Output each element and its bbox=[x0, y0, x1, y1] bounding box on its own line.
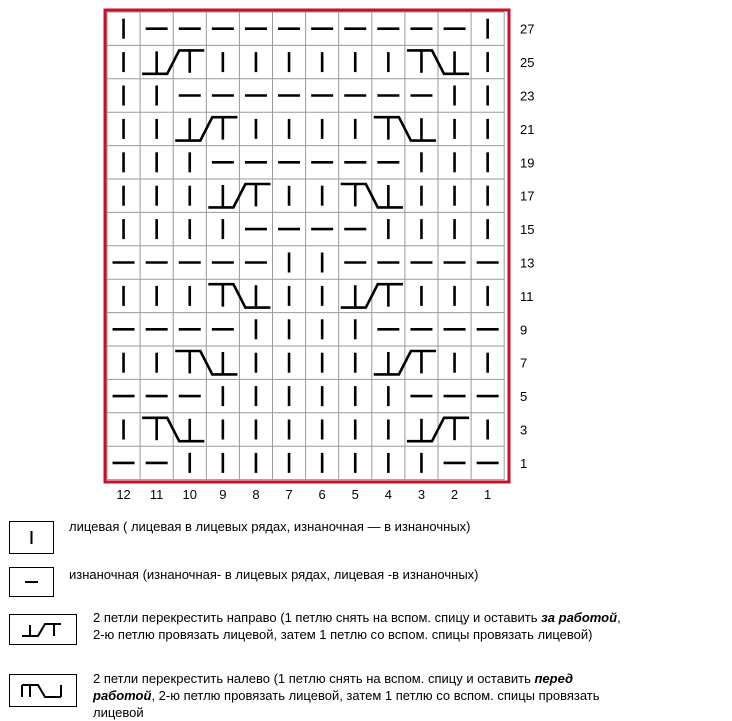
column-number-labels bbox=[116, 487, 491, 500]
column-number-label: 3 bbox=[417, 487, 426, 500]
row-number-label: 17 bbox=[520, 188, 535, 204]
legend-left-cross-line-3: лицевой bbox=[93, 705, 144, 720]
row-number-label: 19 bbox=[520, 155, 535, 171]
row-number-label: 13 bbox=[520, 255, 535, 271]
legend-right-cross-symbol-box bbox=[9, 614, 77, 645]
legend-left-cross-line-2 bbox=[93, 687, 600, 704]
column-number-label: 10 bbox=[182, 487, 197, 500]
row-number-label: 25 bbox=[520, 55, 535, 71]
column-number-label: 9 bbox=[219, 487, 227, 500]
legend-left-cross-line-1 bbox=[93, 670, 573, 687]
legend-right-cross-emphasis: за работой bbox=[541, 610, 618, 625]
legend-left-cross-symbol-box bbox=[9, 674, 77, 707]
legend-left-cross-emphasis-2: работой bbox=[93, 688, 152, 703]
row-number-label: 9 bbox=[520, 322, 528, 338]
column-number-label: 1 bbox=[484, 487, 492, 500]
legend-right-cross-line-2: 2-ю петлю провязать лицевой, затем 1 петлю со вспом. спицы провязать лицевой) bbox=[93, 627, 593, 642]
legend-left-cross-emphasis-1: перед bbox=[534, 671, 574, 686]
column-number-label: 4 bbox=[384, 487, 392, 500]
column-number-label: 6 bbox=[318, 487, 326, 500]
row-number-label: 27 bbox=[520, 21, 535, 37]
column-number-label: 5 bbox=[351, 487, 359, 500]
legend-knit-symbol-box bbox=[9, 521, 54, 554]
row-number-label: 23 bbox=[520, 88, 535, 104]
legend-purl-symbol-box bbox=[9, 567, 54, 597]
purl-symbol-icon bbox=[10, 568, 53, 596]
right-cross-symbol-icon bbox=[10, 615, 76, 644]
row-number-labels bbox=[520, 22, 534, 471]
row-number-label: 7 bbox=[520, 355, 528, 371]
row-number-label: 21 bbox=[520, 121, 535, 137]
row-number-label: 11 bbox=[520, 288, 534, 304]
legend-right-cross-text-a: 2 петли перекрестить направо (1 петлю снять на вспом. спицу и оставить bbox=[93, 610, 542, 625]
legend-right-cross-line-1 bbox=[93, 609, 621, 626]
row-number-label: 1 bbox=[520, 455, 528, 471]
row-number-label: 15 bbox=[520, 222, 535, 238]
chart-grid bbox=[107, 12, 504, 480]
legend-left-cross-text-b: , 2-ю петлю провязать лицевой, затем 1 петлю со вспом. спицы провязать bbox=[151, 688, 600, 703]
column-number-label: 2 bbox=[450, 487, 459, 500]
legend-right-cross-comma: , bbox=[617, 610, 621, 625]
legend-knit-text: лицевая ( лицевая в лицевых рядах, изнаночная — в изнаночных) bbox=[69, 519, 471, 534]
column-number-label: 12 bbox=[116, 487, 131, 500]
knit-symbol-icon bbox=[10, 522, 53, 553]
column-number-label: 11 bbox=[149, 487, 164, 500]
row-number-label: 5 bbox=[520, 389, 528, 405]
legend-left-cross-text-a: 2 петли перекрестить налево (1 петлю снять на вспом. спицу и оставить bbox=[93, 671, 535, 686]
legend-purl-text: изнаночная (изнаночная- в лицевых рядах, лицевая -в изнаночных) bbox=[69, 567, 479, 582]
row-number-label: 3 bbox=[520, 422, 528, 438]
column-number-label: 7 bbox=[285, 487, 293, 500]
left-cross-symbol-icon bbox=[10, 675, 76, 706]
column-number-label: 8 bbox=[252, 487, 260, 500]
